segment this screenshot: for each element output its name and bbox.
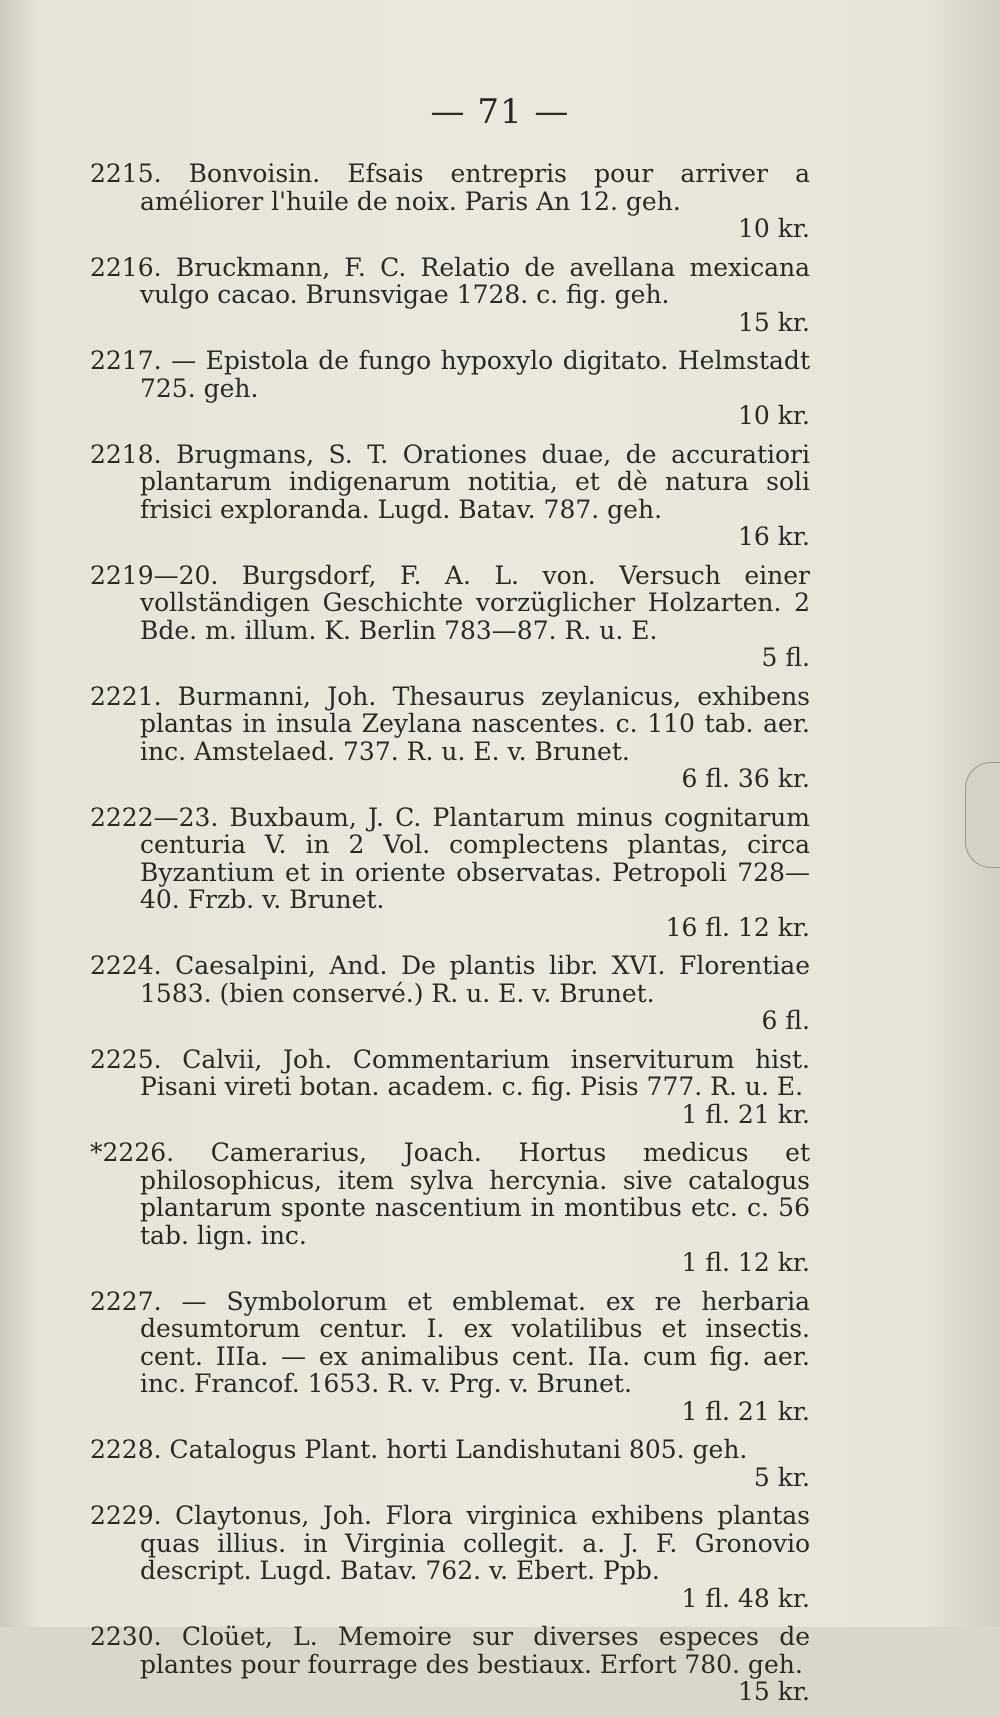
catalog-entry	[90, 441, 810, 551]
entry-text: 2225. Calvii, Joh. Commentarium inserviturum hist. Pisani vireti botan. academ. c. fig. Pisis 777. R. u. E.	[90, 1044, 810, 1101]
catalog-entry	[90, 1502, 810, 1612]
catalog-entries	[90, 160, 810, 1717]
entry-price: 1 fl. 48 kr.	[681, 1583, 810, 1613]
entry-price: 1 fl. 21 kr.	[681, 1099, 810, 1129]
catalog-entry	[90, 804, 810, 942]
entry-price: 6 fl.	[761, 1006, 810, 1035]
entry-text: 2218. Brugmans, S. T. Orationes duae, de accuratiori plantarum indigenarum notitia, et dè natura soli frisici exploranda. Lugd. Batav. 787. geh.	[90, 439, 810, 524]
catalog-entry	[90, 562, 810, 672]
entry-text: 2221. Burmanni, Joh. Thesaurus zeylanicus, exhibens plantas in insula Zeylana nascentes. c. 110 tab. aer. inc. Amstelaed. 737. R. u. E. v. Brunet.	[90, 681, 810, 766]
catalog-entry	[90, 1046, 810, 1129]
entry-text: 2227. — Symbolorum et emblemat. ex re herbaria desumtorum centur. I. ex volatilibus et insectis. cent. IIIa. — ex animalibus cent. IIa. cum fig. aer. inc. Francof. 1653. R. v. Prg. v. Brunet.	[90, 1286, 810, 1398]
entry-price: 1 fl. 12 kr.	[681, 1248, 810, 1277]
entry-text: 2222—23. Buxbaum, J. C. Plantarum minus cognitarum centuria V. in 2 Vol. complectens plantas, circa Byzantium et in oriente observatas. Petropoli 728—40. Frzb. v. Brunet.	[90, 802, 810, 914]
entry-text: *2226. Camerarius, Joach. Hortus medicus et philosophicus, item sylva hercynia. sive catalogus plantarum sponte nascentium in montibus etc. c. 56 tab. lign. inc.	[90, 1138, 810, 1250]
entry-price: 10 kr.	[737, 401, 810, 430]
entry-text: 2217. — Epistola de fungo hypoxylo digitato. Helmstadt 725. geh.	[90, 346, 810, 403]
catalog-entry	[90, 1623, 810, 1706]
entry-text: 2229. Claytonus, Joh. Flora virginica exhibens plantas quas illius. in Virginia collegit. a. J. F. Gronovio descript. Lugd. Batav. 762. v. Ebert. Ppb.	[90, 1501, 810, 1585]
catalog-entry	[90, 1436, 810, 1491]
entry-price: 15 kr.	[737, 1677, 810, 1706]
entry-text: 2215. Bonvoisin. Efsais entrepris pour arriver a améliorer l'huile de noix. Paris An 12. geh.	[90, 159, 810, 216]
catalog-entry	[90, 683, 810, 793]
entry-text: 2219—20. Burgsdorf, F. A. L. von. Versuch einer vollständigen Geschichte vorzüglicher Holzarten. 2 Bde. m. illum. K. Berlin 783—87. R. u. E.	[90, 560, 810, 645]
entry-price: 5 kr.	[753, 1462, 810, 1492]
catalog-entry	[90, 347, 810, 430]
entry-price: 10 kr.	[737, 214, 810, 243]
catalog-entry	[90, 160, 810, 243]
entry-price: 16 fl. 12 kr.	[665, 912, 810, 942]
entry-price: 1 fl. 21 kr.	[681, 1396, 810, 1426]
catalog-entry	[90, 1139, 810, 1277]
entry-price: 6 fl. 36 kr.	[681, 764, 810, 793]
catalog-entry	[90, 254, 810, 337]
page-number: — 71 —	[430, 92, 570, 132]
entry-text: 2224. Caesalpini, And. De plantis libr. XVI. Florentiae 1583. (bien conservé.) R. u. E. v. Brunet.	[90, 951, 810, 1008]
entry-text: 2228. Catalogus Plant. horti Landishutani 805. geh.	[90, 1435, 748, 1464]
catalog-entry	[90, 952, 810, 1035]
entry-price: 16 kr.	[737, 522, 810, 551]
entry-price: 15 kr.	[737, 307, 810, 337]
page-tab-marker	[965, 762, 1000, 868]
catalog-entry	[90, 1288, 810, 1426]
entry-text: 2230. Cloüet, L. Memoire sur diverses especes de plantes pour fourrage des bestiaux. Erfort 780. geh.	[90, 1622, 810, 1679]
entry-text: 2216. Bruckmann, F. C. Relatio de avellana mexicana vulgo cacao. Brunsvigae 1728. c. fig. geh.	[90, 252, 810, 309]
entry-price: 5 fl.	[761, 643, 810, 672]
